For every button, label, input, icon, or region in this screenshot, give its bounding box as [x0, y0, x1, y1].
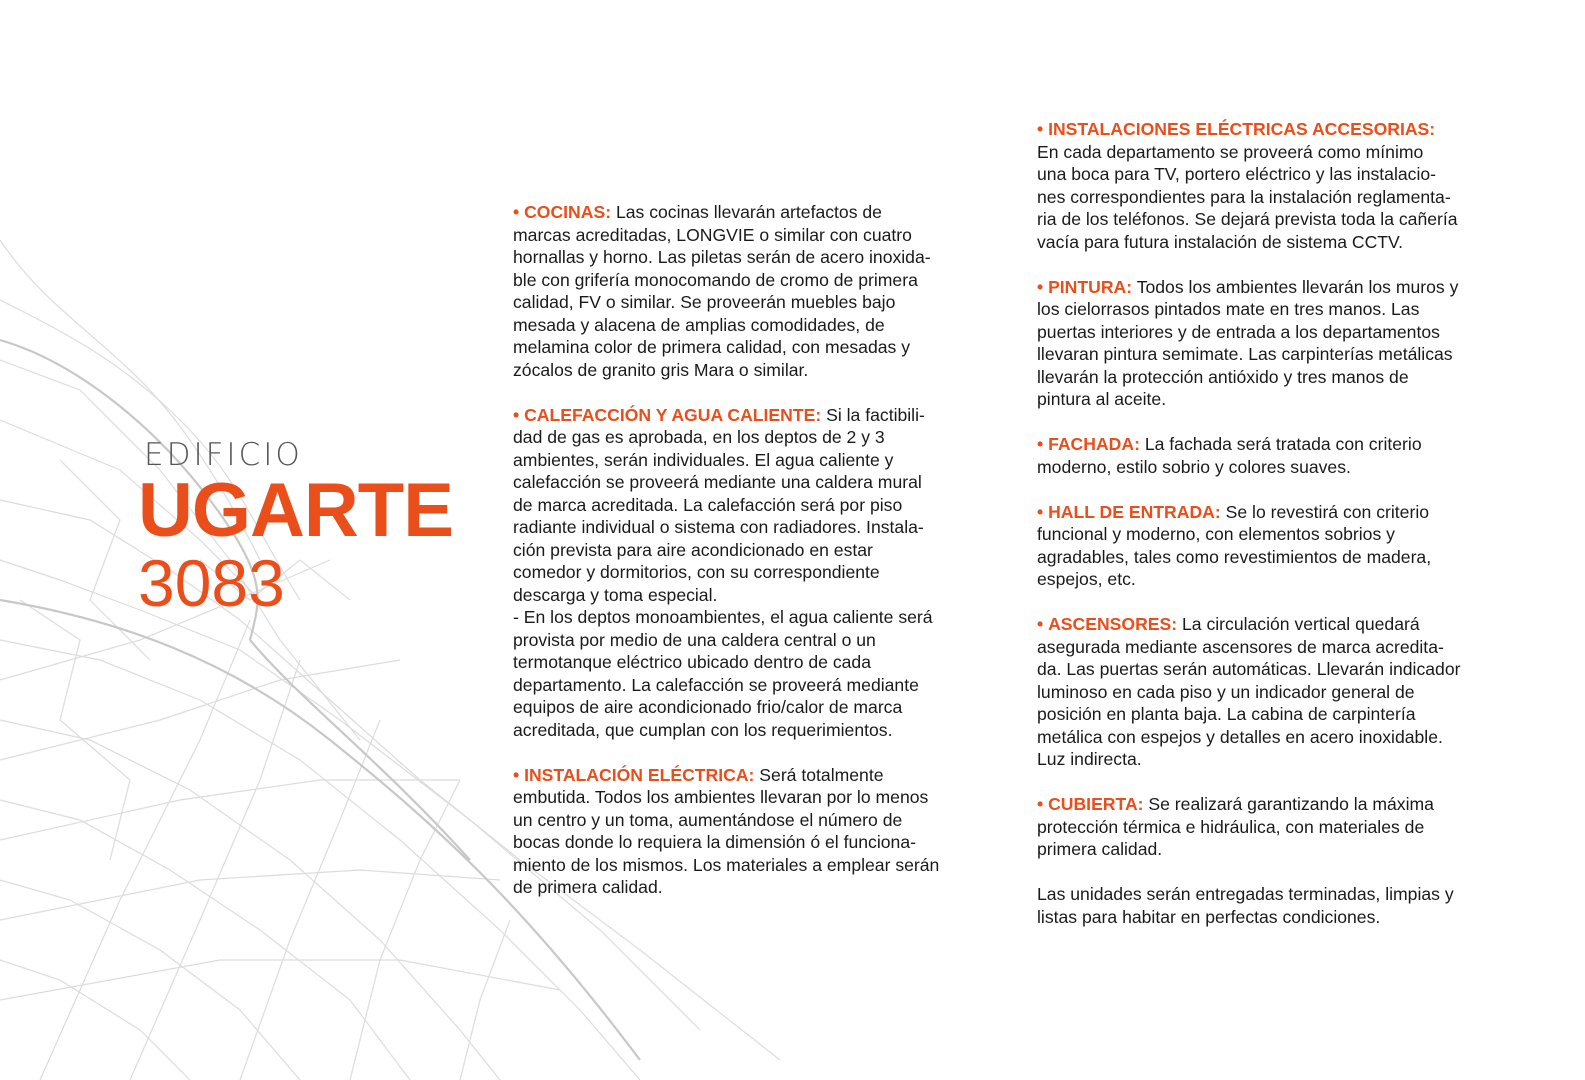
spec-line	[1037, 681, 1499, 704]
spec-text: hornallas y horno. Las piletas serán de acero inoxida-	[513, 247, 931, 267]
spec-section	[1037, 118, 1499, 253]
building-kicker: EDIFICIO	[144, 437, 303, 473]
spec-text: ción prevista para aire acondicionado en estar	[513, 539, 873, 560]
spec-text: agradables, tales como revestimientos de madera,	[1037, 546, 1432, 567]
spec-line	[513, 561, 968, 584]
spec-text: Será totalmente	[754, 764, 884, 785]
spec-text: En cada departamento se proveerá como mínimo	[1037, 141, 1424, 162]
spec-text: embutida. Todos los ambientes llevaran por lo menos	[513, 787, 929, 807]
spec-text: Las unidades serán entregadas terminadas, limpias y	[1037, 884, 1454, 904]
spec-line	[513, 584, 968, 607]
spec-line	[1037, 546, 1499, 569]
spec-line	[513, 426, 968, 449]
spec-text: pintura al aceite.	[1037, 389, 1167, 409]
spec-section	[513, 764, 968, 899]
spec-line	[1037, 748, 1499, 771]
spec-text: moderno, estilo sobrio y colores suaves.	[1037, 456, 1351, 477]
spec-heading: INSTALACIÓN ELÉCTRICA:	[524, 764, 755, 785]
spec-section	[1037, 793, 1499, 861]
spec-text: provista por medio de una caldera central o un	[513, 629, 876, 650]
spec-line	[1037, 568, 1499, 591]
spec-text: los cielorrasos pintados mate en tres manos. Las	[1037, 299, 1420, 319]
bullet-marker: •	[513, 764, 520, 785]
spec-text: equipos de aire acondicionado frio/calor de marca	[513, 697, 903, 717]
spec-text: posición en planta baja. La cabina de carpintería	[1037, 704, 1416, 724]
spec-line	[1037, 343, 1499, 366]
spec-heading: COCINAS:	[524, 202, 612, 222]
spec-line	[513, 201, 968, 224]
spec-text: Si la factibili-	[821, 404, 925, 425]
spec-text: bocas donde lo requiera la dimensión ó el funciona-	[513, 832, 916, 852]
spec-text: comedor y dormitorios, con su correspondiente	[513, 562, 880, 582]
spec-text: ambientes, serán individuales. El agua caliente y	[513, 449, 894, 470]
spec-text: nes correspondientes para la instalación reglamenta-	[1037, 186, 1451, 207]
spec-line	[1037, 838, 1499, 861]
spec-line	[1037, 366, 1499, 389]
spec-text: mesada y alacena de amplias comodidades, de	[513, 314, 885, 335]
spec-text: departamento. La calefacción se proveerá mediante	[513, 674, 919, 695]
spec-heading: INSTALACIONES ELÉCTRICAS ACCESORIAS:	[1048, 119, 1436, 139]
spec-text: ria de los teléfonos. Se dejará prevista toda la cañería	[1037, 209, 1458, 229]
spec-text: de marca acreditada. La calefacción será por piso	[513, 494, 903, 515]
spec-text: protección térmica e hidráulica, con materiales de	[1037, 816, 1425, 837]
spec-line	[513, 854, 968, 877]
spec-text: asegurada mediante ascensores de marca acredita-	[1037, 636, 1444, 657]
spec-section	[1037, 883, 1499, 928]
bullet-marker: •	[1037, 276, 1044, 297]
spec-text: Se lo revestirá con criterio	[1220, 501, 1430, 522]
spec-text: llevaran pintura semimate. Las carpinterías metálicas	[1037, 344, 1453, 364]
spec-line	[1037, 231, 1499, 254]
spec-text: descarga y toma especial.	[513, 584, 718, 605]
spec-text: - En los deptos monoambientes, el agua caliente será	[513, 607, 933, 627]
spec-text: Luz indirecta.	[1037, 749, 1142, 769]
spec-text: acreditada, que cumplan con los requerimientos.	[513, 719, 893, 740]
spec-text: La fachada será tratada con criterio	[1139, 434, 1422, 454]
spec-line	[513, 539, 968, 562]
spec-line	[513, 809, 968, 832]
spec-text: melamina color de primera calidad, con mesadas y	[513, 337, 911, 357]
bullet-marker: •	[1037, 501, 1044, 522]
spec-line	[1037, 636, 1499, 659]
spec-heading: HALL DE ENTRADA:	[1048, 501, 1221, 522]
spec-line	[513, 449, 968, 472]
spec-text: una boca para TV, portero eléctrico y las instalacio-	[1037, 164, 1437, 184]
spec-text: primera calidad.	[1037, 839, 1163, 859]
spec-text: metálica con espejos y detalles en acero inoxidable.	[1037, 726, 1443, 747]
spec-line	[513, 314, 968, 337]
spec-text: La circulación vertical quedará	[1177, 614, 1420, 634]
spec-line	[513, 876, 968, 899]
spec-line	[513, 291, 968, 314]
spec-section	[513, 404, 968, 742]
specs-column-left	[513, 201, 968, 921]
spec-line	[1037, 186, 1499, 209]
spec-section	[1037, 613, 1499, 771]
spec-line	[1037, 141, 1499, 164]
spec-heading: CUBIERTA:	[1048, 794, 1144, 814]
spec-line	[1037, 388, 1499, 411]
spec-line	[1037, 703, 1499, 726]
spec-line	[1037, 883, 1499, 906]
spec-line	[513, 651, 968, 674]
spec-line	[513, 516, 968, 539]
spec-line	[513, 336, 968, 359]
building-title	[138, 436, 453, 620]
spec-heading: CALEFACCIÓN Y AGUA CALIENTE:	[524, 404, 822, 425]
spec-line	[513, 719, 968, 742]
spec-line	[513, 246, 968, 269]
spec-line	[1037, 613, 1499, 636]
spec-text: Se realizará garantizando la máxima	[1143, 794, 1434, 814]
spec-text: espejos, etc.	[1037, 569, 1136, 589]
spec-heading: FACHADA:	[1048, 434, 1140, 454]
spec-text: de primera calidad.	[513, 877, 663, 897]
spec-line	[1037, 163, 1499, 186]
spec-line	[1037, 793, 1499, 816]
building-name: UGARTE	[138, 468, 453, 553]
building-number: 3083	[138, 546, 285, 620]
spec-text: Todos los ambientes llevarán los muros y	[1132, 276, 1459, 297]
spec-line	[513, 404, 968, 427]
spec-line	[1037, 501, 1499, 524]
spec-text: zócalos de granito gris Mara o similar.	[513, 359, 809, 380]
spec-line	[513, 359, 968, 382]
bullet-marker: •	[513, 202, 520, 222]
spec-line	[1037, 658, 1499, 681]
spec-heading: ASCENSORES:	[1048, 614, 1178, 634]
spec-line	[1037, 906, 1499, 929]
bullet-marker: •	[513, 404, 520, 425]
spec-section	[1037, 276, 1499, 411]
spec-text: un centro y un toma, aumentándose el número de	[513, 809, 903, 830]
spec-text: calefacción se proveerá mediante una caldera mural	[513, 472, 922, 492]
spec-line	[1037, 276, 1499, 299]
spec-text: dad de gas es aprobada, en los deptos de 2 y 3	[513, 427, 885, 447]
spec-text: radiante individual o sistema con radiadores. Instala-	[513, 517, 924, 537]
spec-text: puertas interiores y de entrada a los departamentos	[1037, 321, 1440, 342]
spec-line	[513, 224, 968, 247]
spec-section	[1037, 501, 1499, 591]
spec-text: calidad, FV o similar. Se proveerán muebles bajo	[513, 292, 896, 312]
spec-line	[1037, 298, 1499, 321]
spec-line	[1037, 456, 1499, 479]
spec-line	[513, 606, 968, 629]
spec-line	[1037, 726, 1499, 749]
spec-line	[1037, 816, 1499, 839]
spec-text: da. Las puertas serán automáticas. Llevarán indicador	[1037, 659, 1461, 679]
spec-text: ble con grifería monocomando de cromo de primera	[513, 269, 918, 290]
spec-line	[513, 629, 968, 652]
spec-line	[1037, 433, 1499, 456]
spec-text: llevarán la protección antióxido y tres manos de	[1037, 366, 1409, 387]
spec-line	[1037, 321, 1499, 344]
spec-line	[513, 471, 968, 494]
spec-text: miento de los mismos. Los materiales a emplear serán	[513, 854, 940, 875]
spec-line	[513, 269, 968, 292]
spec-text: luminoso en cada piso y un indicador general de	[1037, 681, 1415, 702]
spec-text: Las cocinas llevarán artefactos de	[611, 202, 882, 222]
spec-heading: PINTURA:	[1048, 276, 1133, 297]
spec-line	[1037, 208, 1499, 231]
spec-line	[513, 696, 968, 719]
bullet-marker: •	[1037, 794, 1044, 814]
spec-line	[513, 831, 968, 854]
spec-line	[513, 494, 968, 517]
spec-section	[513, 201, 968, 381]
spec-text: termotanque eléctrico ubicado dentro de cada	[513, 652, 871, 672]
spec-text: marcas acreditadas, LONGVIE o similar con cuatro	[513, 224, 912, 245]
bullet-marker: •	[1037, 434, 1044, 454]
spec-line	[1037, 523, 1499, 546]
bullet-marker: •	[1037, 119, 1044, 139]
spec-section	[1037, 433, 1499, 478]
spec-text: listas para habitar en perfectas condiciones.	[1037, 906, 1381, 927]
spec-line	[1037, 118, 1499, 141]
bullet-marker: •	[1037, 614, 1044, 634]
specs-column-right	[1037, 118, 1499, 951]
spec-line	[513, 786, 968, 809]
spec-line	[513, 764, 968, 787]
spec-line	[513, 674, 968, 697]
spec-text: funcional y moderno, con elementos sobrios y	[1037, 524, 1395, 544]
spec-text: vacía para futura instalación de sistema CCTV.	[1037, 231, 1404, 252]
